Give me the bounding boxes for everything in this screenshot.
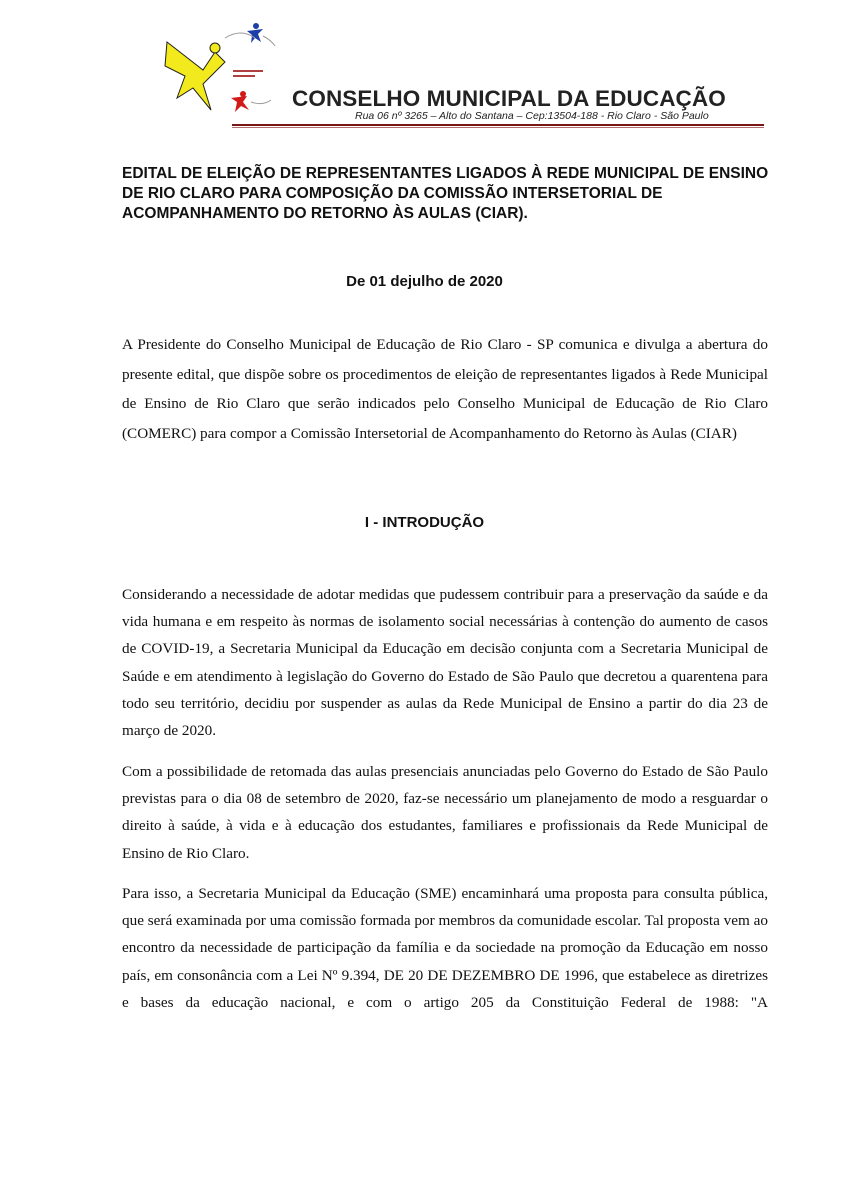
cme-rio-claro-logo-icon [163,22,278,114]
header-rule-thin [232,127,764,128]
body-paragraph: Para isso, a Secretaria Municipal da Educação (SME) encaminhará uma proposta para consulta pública, que será examinada por uma comissão formada por membros da comunidade escolar. Tal proposta vem ao encontro da necessidade de participação da família e da sociedade na promoção da Educação em nosso país, em consonância com a Lei Nº 9.394, DE 20 DE DEZEMBRO DE 1996, que estabelece as diretrizes e bases da educação nacional, e com o artigo 205 da Constituição Federal de 1988: "A [122,885,768,1011]
letterhead [0,0,849,140]
body-paragraph: Considerando a necessidade de adotar medidas que pudessem contribuir para a preservação da saúde e da vida humana e em respeito às normas de isolamento social necessárias à contenção do aumento de casos de COVID-19, a Secretaria Municipal da Educação em decisão conjunta com a Secretaria Municipal de Saúde e em atendimento à legislação do Governo do Estado de São Paulo que decretou a quarentena para todo seu território, decidiu por suspender as aulas da Rede Municipal de Ensino a partir do dia 23 de março de 2020. [122,586,768,740]
org-address: Rua 06 nº 3265 – Alto do Santana – Cep:13504-188 - Rio Claro - São Paulo [355,110,709,122]
header-rule [232,124,764,126]
intro-paragraph: A Presidente do Conselho Municipal de Educação de Rio Claro - SP comunica e divulga a abertura do presente edital, que dispõe sobre os procedimentos de eleição de representantes ligados à Rede Municipal de Ensino de Rio Claro que serão indicados pelo Conselho Municipal de Educação de Rio Claro (COMERC) para compor a Comissão Intersetorial de Acompanhamento do Retorno às Aulas (CIAR) [122,336,768,442]
document-title: EDITAL DE ELEIÇÃO DE REPRESENTANTES LIGADOS À REDE MUNICIPAL DE ENSINO DE RIO CLARO PARA COMPOSIÇÃO DA COMISSÃO INTERSETORIAL DE ACOMPANHAMENTO DO RETORNO ÀS AULAS (CIAR). [122,165,769,222]
section-heading: I - INTRODUÇÃO [364,514,485,531]
document-date: De 01 dejulho de 2020 [346,273,503,290]
org-name: CONSELHO MUNICIPAL DA EDUCAÇÃO [292,86,726,111]
body-paragraph: Com a possibilidade de retomada das aulas presenciais anunciadas pelo Governo do Estado de São Paulo previstas para o dia 08 de setembro de 2020, faz-se necessário um planejamento de modo a resguardar o direito à saúde, à vida e à educação dos estudantes, familiares e profissionais da Rede Municipal de Ensino de Rio Claro. [122,763,768,862]
